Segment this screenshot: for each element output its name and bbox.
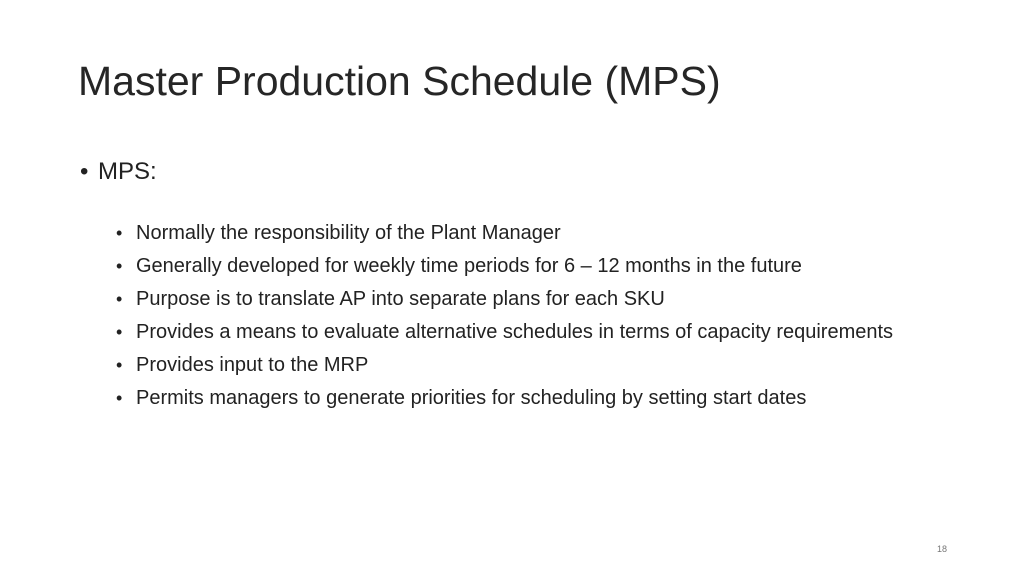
main-bullet-text: MPS: (98, 158, 157, 185)
sub-bullet-text: Generally developed for weekly time periods for 6 – 12 months in the future (136, 255, 802, 277)
sub-bullet-item (116, 385, 946, 412)
sub-bullet-item (116, 286, 946, 313)
sub-bullet-text: Provides a means to evaluate alternative schedules in terms of capacity requirements (136, 321, 894, 343)
slide-title: Master Production Schedule (MPS) (78, 58, 721, 104)
bullet-icon: • (116, 223, 123, 243)
page-number: 18 (936, 544, 947, 554)
sub-bullet-item (116, 220, 946, 247)
bullet-icon: • (80, 158, 89, 185)
sub-bullet-list (116, 220, 946, 418)
bullet-icon: • (116, 322, 123, 342)
bullet-icon: • (116, 388, 123, 408)
sub-bullet-text: Provides input to the MRP (136, 354, 369, 376)
bullet-icon: • (116, 256, 123, 276)
sub-bullet-item (116, 253, 946, 280)
sub-bullet-text: Purpose is to translate AP into separate plans for each SKU (136, 288, 665, 310)
sub-bullet-item (116, 319, 946, 346)
sub-bullet-text: Normally the responsibility of the Plant Manager (136, 222, 561, 244)
bullet-icon: • (116, 355, 123, 375)
sub-bullet-text: Permits managers to generate priorities for scheduling by setting start dates (136, 387, 807, 409)
bullet-icon: • (116, 289, 123, 309)
main-bullet-list (80, 157, 157, 187)
main-bullet-item (80, 157, 157, 187)
sub-bullet-item (116, 352, 946, 379)
